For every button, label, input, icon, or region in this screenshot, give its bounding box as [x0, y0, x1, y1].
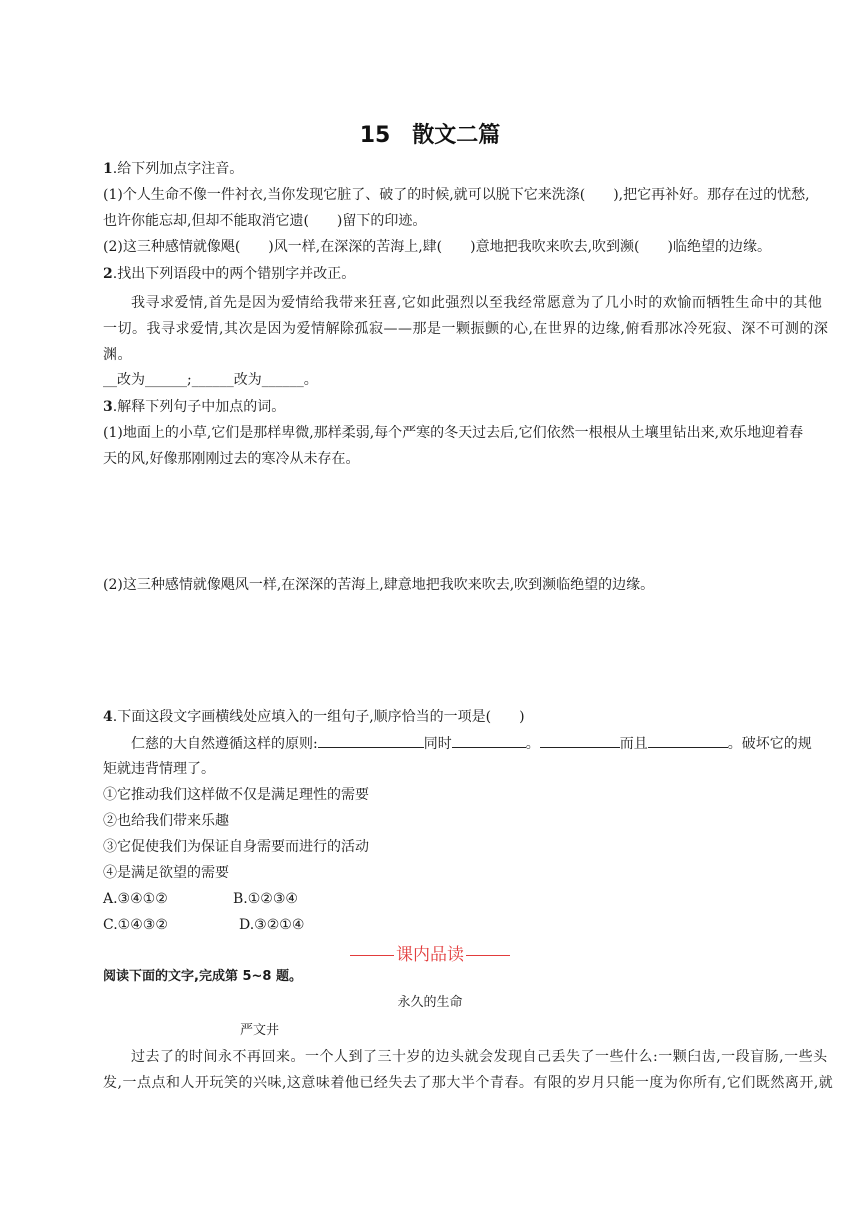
q1-line-3: (2)这三种感情就像飓( )风一样,在深深的苦海上,肆( )意地把我吹来吹去,吹到濒( )临绝望的边缘。	[103, 239, 771, 255]
q4-text-d: 而且	[619, 736, 648, 752]
reading-author: 严文井	[240, 1023, 280, 1038]
reading-paragraph-line-2: 发,一点点和人开玩笑的兴味,这意味着他已经失去了那大半个青春。有限的岁月只能一度为你所有,它们既然离开,就	[103, 1075, 834, 1091]
section-rule-right	[466, 955, 510, 956]
q1-instruction: 给下列加点字注音。	[117, 161, 244, 177]
q2-answer-line: __改为______;______改为______。	[103, 372, 318, 388]
q1-line-1: (1)个人生命不像一件衬衣,当你发现它脏了、破了的时候,就可以脱下它来洗涤( ),把它再补好。那存在过的忧愁,	[103, 187, 810, 203]
q4-text-b: 同时	[423, 736, 452, 752]
reading-title: 永久的生命	[397, 995, 463, 1010]
q4-blank-4[interactable]	[648, 734, 728, 748]
q3-sentence-1-line-1: (1)地面上的小草,它们是那样卑微,那样柔弱,每个严寒的冬天过去后,它们依然一根根从土壤里钻出来,欢乐地迎着春	[103, 425, 804, 441]
section-label: 课内品读	[396, 945, 464, 965]
q1-heading: 1.给下列加点字注音。	[103, 161, 244, 177]
q2-passage-line-1: 我寻求爱情,首先是因为爱情给我带来狂喜,它如此强烈以至我经常愿意为了几小时的欢愉而牺牲生命中的其他	[131, 295, 823, 311]
q4-blank-1[interactable]	[318, 734, 424, 748]
q3-sentence-2: (2)这三种感情就像飓风一样,在深深的苦海上,肆意地把我吹来吹去,吹到濒临绝望的边缘。	[103, 577, 655, 593]
page-title: 15 散文二篇	[359, 123, 501, 148]
q4-choices-row-1	[103, 890, 763, 908]
choice-c[interactable]: C.①④③②	[103, 917, 168, 933]
q3-instruction: 解释下列句子中加点的词。	[117, 399, 286, 415]
q4-number: 4	[103, 709, 113, 725]
q2-instruction: 找出下列语段中的两个错别字并改正。	[117, 266, 356, 282]
q3-sentence-1-line-2: 天的风,好像那刚刚过去的寒冷从未存在。	[103, 451, 360, 467]
q4-instruction: 下面这段文字画横线处应填入的一组句子,顺序恰当的一项是( )	[117, 709, 525, 725]
reading-instruction: 阅读下面的文字,完成第 5~8 题。	[103, 969, 302, 984]
section-heading	[0, 940, 860, 965]
q3-number: 3	[103, 399, 113, 415]
q2-passage-line-2: 一切。我寻求爱情,其次是因为爱情解除孤寂——那是一颗振颤的心,在世界的边缘,俯看那冰冷死寂、深不可测的深	[103, 321, 829, 337]
q4-option-3: ③它促使我们为保证自身需要而进行的活动	[103, 839, 369, 855]
reading-paragraph-line-1: 过去了的时间永不再回来。一个人到了三十岁的边头就会发现自己丢失了一些什么:一颗臼齿,一段盲肠,一些头	[131, 1049, 828, 1065]
choice-b[interactable]: B.①②③④	[233, 891, 298, 907]
q1-line-2: 也许你能忘却,但却不能取消它遗( )留下的印迹。	[103, 213, 427, 229]
q4-blank-2[interactable]	[452, 734, 526, 748]
q4-text-a: 仁慈的大自然遵循这样的原则:	[131, 736, 318, 752]
q4-choices-row-2	[103, 916, 763, 934]
q4-passage-line-1	[131, 734, 812, 753]
choice-a[interactable]: A.③④①②	[103, 891, 168, 907]
q4-option-2: ②也给我们带来乐趣	[103, 813, 229, 829]
q4-option-1: ①它推动我们这样做不仅是满足理性的需要	[103, 787, 369, 803]
q2-heading: 2.找出下列语段中的两个错别字并改正。	[103, 266, 356, 282]
q3-heading: 3.解释下列句子中加点的词。	[103, 399, 286, 415]
section-rule-left	[350, 955, 394, 956]
q1-number: 1	[103, 161, 113, 177]
q2-number: 2	[103, 266, 113, 282]
q4-blank-3[interactable]	[540, 734, 620, 748]
q4-option-4: ④是满足欲望的需要	[103, 865, 229, 881]
q4-heading: 4.下面这段文字画横线处应填入的一组句子,顺序恰当的一项是( )	[103, 709, 525, 725]
q4-passage-line-2: 矩就违背情理了。	[103, 761, 215, 777]
q2-passage-line-3: 渊。	[103, 347, 132, 363]
q4-text-e: 。破坏它的规	[727, 736, 812, 752]
q4-text-c: 。	[525, 736, 540, 752]
choice-d[interactable]: D.③②①④	[239, 917, 305, 933]
